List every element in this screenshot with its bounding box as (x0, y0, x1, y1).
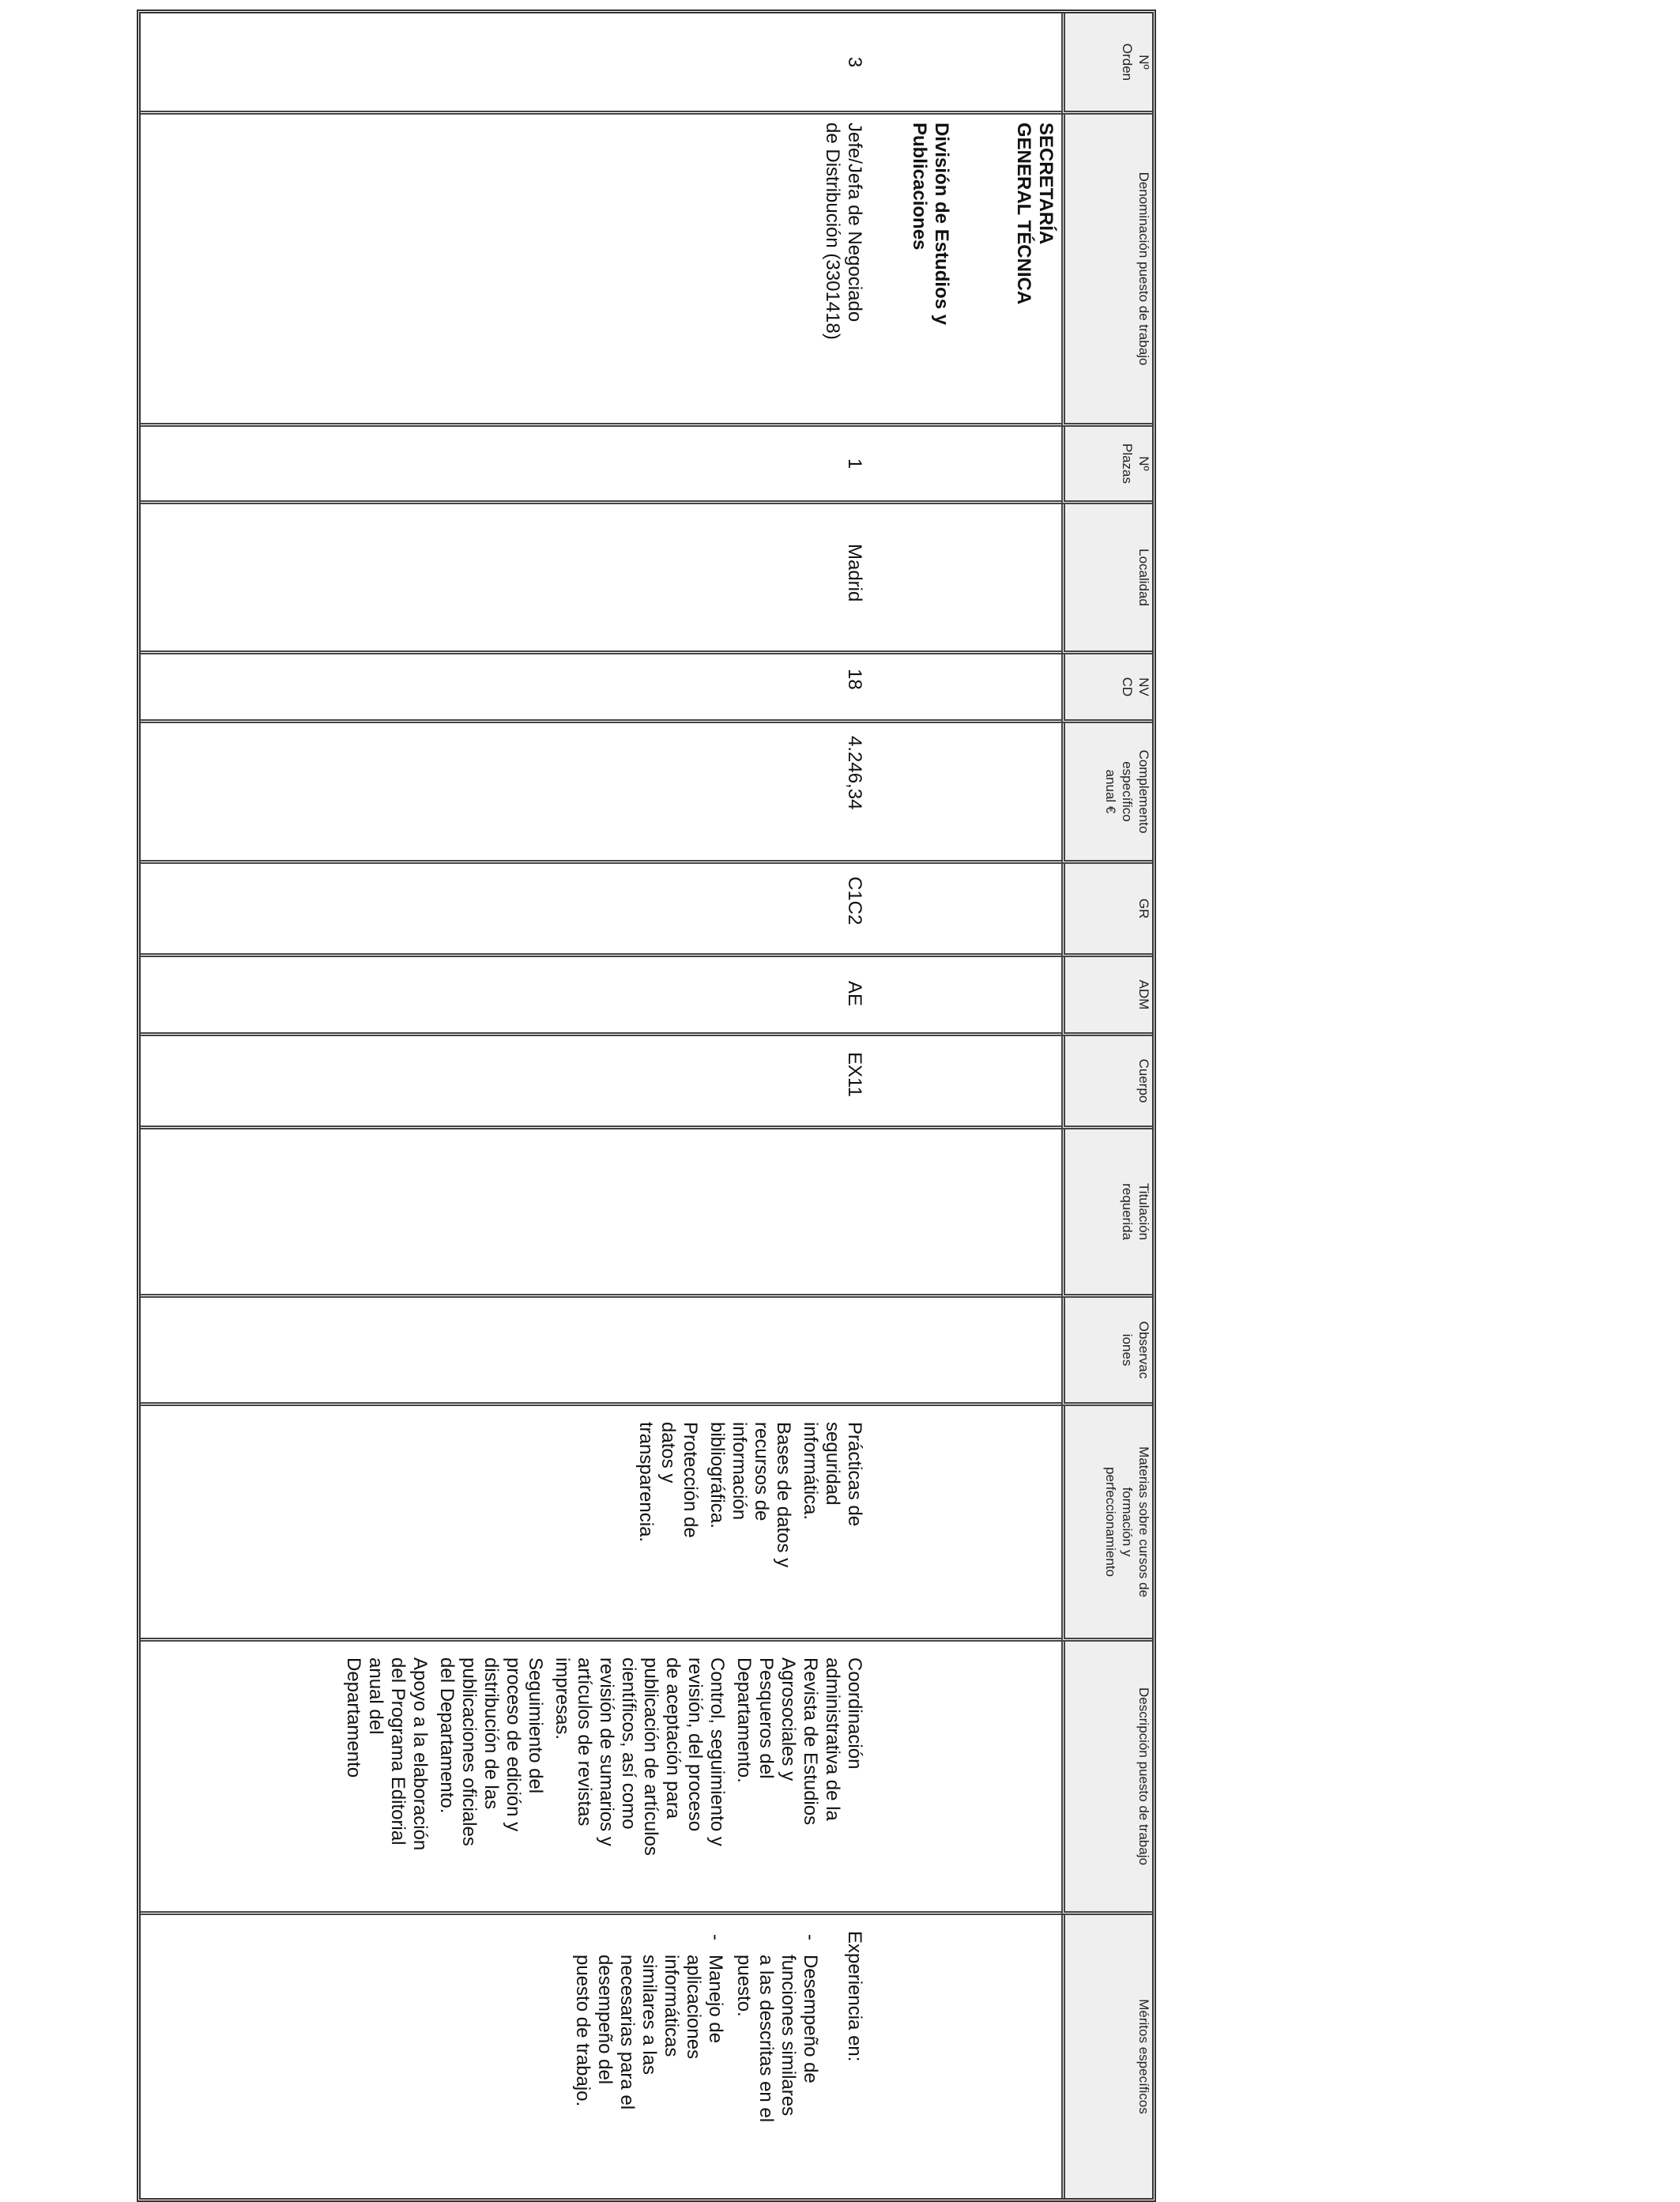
localidad-value: Madrid (844, 544, 865, 602)
table-row (141, 13, 1061, 2198)
cuerpo-value: EX11 (844, 1052, 865, 1097)
descripcion-item: Seguimiento del proceso de edición y distribución de las publicaciones oficiales del Departamento. (436, 1657, 546, 1846)
meritos-item: - Desempeño de funciones similares a las descritas en el puesto. (733, 1931, 821, 2190)
header-plazas: Nº Plazas (1061, 427, 1152, 504)
materias-list (635, 1406, 1061, 1638)
observaciones-value (865, 1298, 1061, 1402)
header-cuerpo: Cuerpo (1061, 1036, 1152, 1129)
materias-item: Protección de datos y transparencia. (635, 1422, 701, 1543)
header-complemento: Complemento específico anual € (1061, 723, 1152, 864)
header-nvcd: NV CD (1061, 654, 1152, 723)
header-gr: GR (1061, 864, 1152, 957)
nvcd-value: 18 (844, 669, 865, 690)
complemento-value: 4.246,34 (844, 736, 865, 810)
header-row (1061, 13, 1152, 2198)
section-secretaria: SECRETARÍA GENERAL TÉCNICA (1013, 123, 1057, 305)
cell-meritos (141, 1915, 1061, 2198)
materias-item: Prácticas de seguridad informática. (800, 1422, 865, 1527)
meritos-list (571, 1931, 821, 2190)
header-denominacion: Denominación puesto de trabajo (1061, 115, 1152, 427)
cell-plazas (141, 427, 1061, 504)
cell-gr (141, 864, 1061, 957)
meritos-item: - Manejo de aplicaciones informáticas similares a las necesarias para el desempeño del puesto de trabajo. (571, 1931, 726, 2190)
descripcion-item: Apoyo a la elaboración del Programa Editorial anual del Departamento (343, 1657, 431, 1851)
adm-value: AE (844, 981, 865, 1007)
cell-descripcion (141, 1642, 1061, 1915)
cell-nvcd (141, 654, 1061, 723)
gr-value: C1C2 (844, 877, 865, 926)
cell-titulacion (141, 1129, 1061, 1298)
cell-materias (141, 1406, 1061, 1642)
cell-localidad (141, 504, 1061, 654)
header-titulacion: Titulación requerida (1061, 1129, 1152, 1298)
orden-value: 3 (844, 56, 865, 68)
header-observaciones: Observac iones (1061, 1298, 1152, 1406)
cell-adm (141, 957, 1061, 1036)
header-meritos: Méritos específicos (1061, 1915, 1152, 2198)
descripcion-item: Control, seguimiento y revisión, del proceso de aceptación para publicación de artículos científicos, así como revisión de sumarios y artículos de revistas impresas. (552, 1657, 728, 1856)
plazas-value: 1 (844, 458, 865, 469)
header-adm: ADM (1061, 957, 1152, 1036)
header-descripcion: Descripción puesto de trabajo (1061, 1642, 1152, 1915)
meritos-intro: Experiencia en: (844, 1931, 865, 2062)
meritos-block (571, 1915, 1061, 2198)
rotated-page (137, 9, 1156, 2194)
header-localidad: Localidad (1061, 504, 1152, 654)
denominacion-value: Jefe/Jefa de Negociado de Distribución (3301418) (822, 123, 865, 340)
cell-observaciones (141, 1298, 1061, 1406)
materias-item: Bases de datos y recursos de información bibliográfica. (706, 1422, 794, 1568)
header-orden: Nº Orden (1061, 13, 1152, 115)
cell-orden (141, 13, 1061, 115)
cell-denominacion (141, 115, 1061, 427)
cell-cuerpo (141, 1036, 1061, 1129)
descripcion-item: Coordinación administrativa de la Revista de Estudios Agrosociales y Pesqueros del Departamento. (733, 1657, 865, 1826)
cell-complemento (141, 723, 1061, 864)
section-division: División de Estudios y Publicaciones (909, 123, 952, 326)
job-positions-table (137, 9, 1156, 2202)
header-materias: Materias sobre cursos de formación y perfeccionamiento (1061, 1406, 1152, 1642)
titulacion-value (865, 1129, 1061, 1294)
descripcion-list (342, 1642, 1061, 1911)
